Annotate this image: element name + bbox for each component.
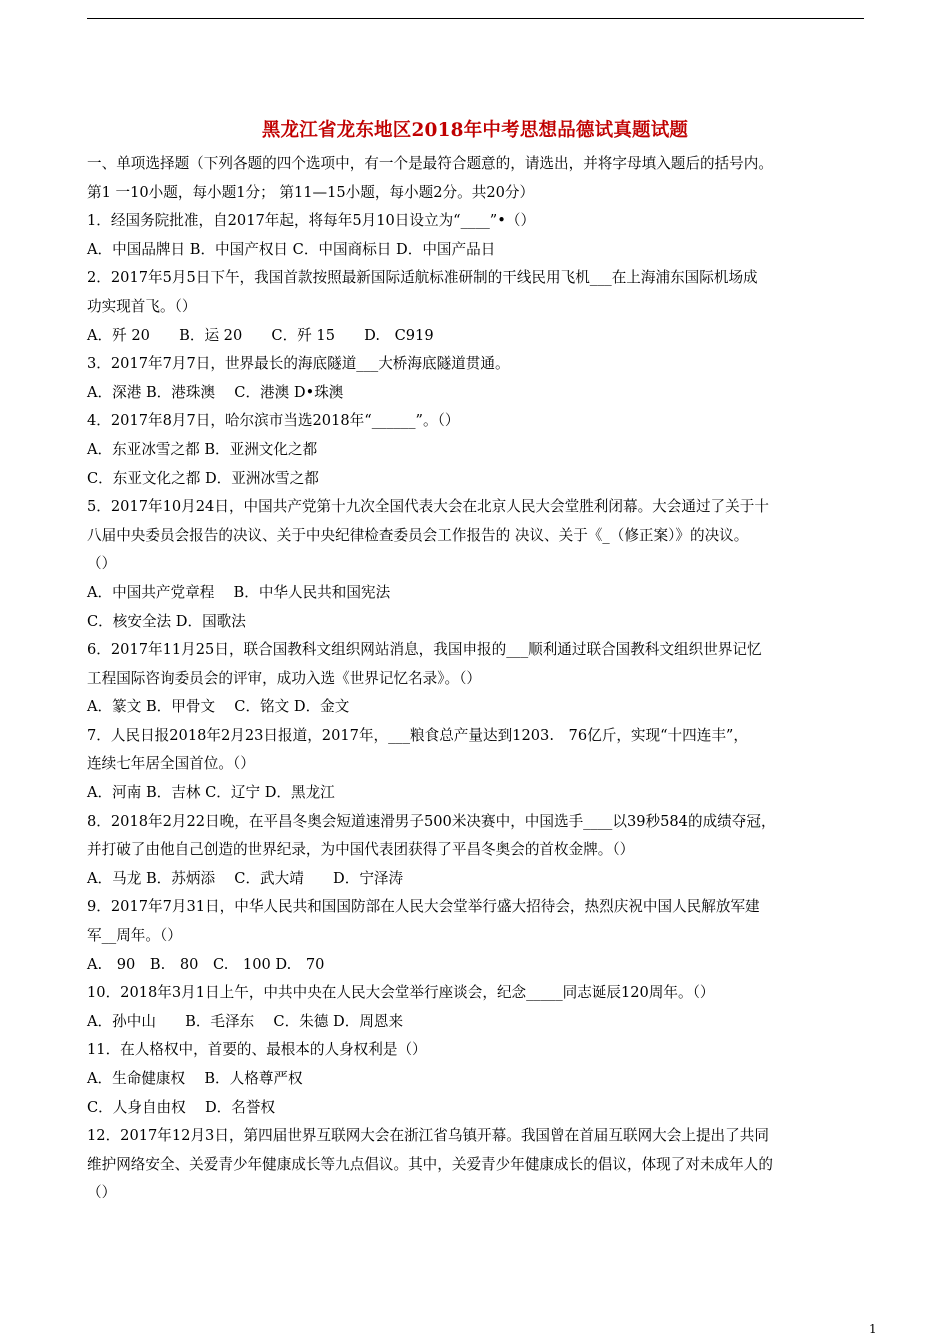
text-line: 3．2017年7月7日，世界最长的海底隧道___大桥海底隧道贯通。 (87, 355, 510, 373)
text-line: C．东亚文化之都 D．亚洲冰雪之都 (87, 469, 319, 487)
text-line: 维护网络安全、关爱青少年健康成长等九点倡议。其中，关爱青少年健康成长的倡议，体现了对未成年人的 (87, 1155, 773, 1173)
header-rule (87, 18, 864, 19)
text-line: A．深港 B．港珠澳 C．港澳 D•珠澳 (87, 383, 344, 401)
text-line: A．马龙 B．苏炳添 C．武大靖 D．宁泽涛 (87, 869, 404, 887)
text-line: A．中国品牌日 B．中国产权日 C．中国商标日 D．中国产品日 (87, 240, 496, 258)
text-line: 4．2017年8月7日，哈尔滨市当选2018年“______”。（） (87, 412, 460, 430)
text-line: A．河南 B．吉林 C．辽宁 D．黑龙江 (87, 784, 335, 802)
text-line: 6．2017年11月25日，联合国教科文组织网站消息，我国申报的___顺利通过联合国教科文组织世界记忆 (87, 641, 762, 659)
text-line: 八届中央委员会报告的决议、关于中央纪律检查委员会工作报告的 决议、关于《_（修正案）》的决议。 (87, 526, 749, 544)
text-line: 并打破了由他自己创造的世界纪录，为中国代表团获得了平昌冬奥会的首枚金牌。（） (87, 841, 635, 859)
text-line: A．篆文 B．甲骨文 C．铭文 D．金文 (87, 698, 350, 716)
text-line: 一、单项选择题（下列各题的四个选项中，有一个是最符合题意的，请选出，并将字母填入题后的括号内。 (87, 155, 773, 172)
text-line: A．孙中山 B．毛泽东 C．朱德 D．周恩来 (87, 1012, 404, 1030)
text-line: A．东亚冰雪之都 B．亚洲文化之都 (87, 440, 318, 458)
text-line: A．生命健康权 B．人格尊严权 (87, 1070, 303, 1087)
document-title: 黑龙江省龙东地区2018年中考思想品德试真题试题 (261, 120, 689, 141)
text-line: A. 90 B. 80 C. 100 D. 70 (87, 955, 325, 973)
text-line: 1．经国务院批准，自2017年起，将每年5月10日设立为“____”•（） (87, 212, 536, 230)
text-line: C．核安全法 D．国歌法 (87, 612, 246, 630)
text-line: 第1 一10小题，每小题1分； 第11—15小题，每小题2分。共20分） (87, 183, 535, 201)
text-line: 11．在人格权中，首要的、最根本的人身权利是（） (87, 1041, 427, 1059)
text-line: C．人身自由权 D．名誉权 (87, 1098, 276, 1116)
text-line: （） (87, 1184, 117, 1202)
text-line: （） (87, 555, 117, 573)
text-line: 12．2017年12月3日，第四届世界互联网大会在浙江省乌镇开幕。我国曾在首届互联网大会上提出了共同 (87, 1127, 769, 1145)
text-line: 10．2018年3月1日上午，中共中央在人民大会堂举行座谈会，纪念_____同志诞辰120周年。（） (87, 984, 715, 1002)
text-line: 5．2017年10月24日，中国共产党第十九次全国代表大会在北京人民大会堂胜利闭幕。大会通过了关于十 (87, 498, 769, 516)
text-line: 连续七年居全国首位。（） (87, 755, 255, 773)
document-body (87, 150, 877, 1208)
text-line: 7．人民日报2018年2月23日报道，2017年，___粮食总产量达到1203. 76亿斤，实现“十四连丰”， (87, 726, 748, 744)
text-line: 军__周年。（） (87, 927, 182, 945)
text-line: A．歼 20 B．运 20 C．歼 15 D. C919 (87, 326, 434, 344)
text-line: A．中国共产党章程 B．中华人民共和国宪法 (87, 583, 391, 601)
text-line: 工程国际咨询委员会的评审，成功入选《世界记忆名录》。（） (87, 669, 482, 687)
text-line: 9．2017年7月31日，中华人民共和国国防部在人民大会堂举行盛大招待会，热烈庆祝中国人民解放军建 (87, 898, 760, 916)
text-line: 2．2017年5月5日下午，我国首款按照最新国际适航标准研制的干线民用飞机___在上海浦东国际机场成 (87, 269, 758, 287)
text-line: 功实现首飞。（） (87, 297, 197, 315)
page-number: 1 (869, 1322, 877, 1336)
text-line: 8．2018年2月22日晚，在平昌冬奥会短道速滑男子500米决赛中，中国选手____以39秒584的成绩夺冠， (87, 812, 776, 830)
